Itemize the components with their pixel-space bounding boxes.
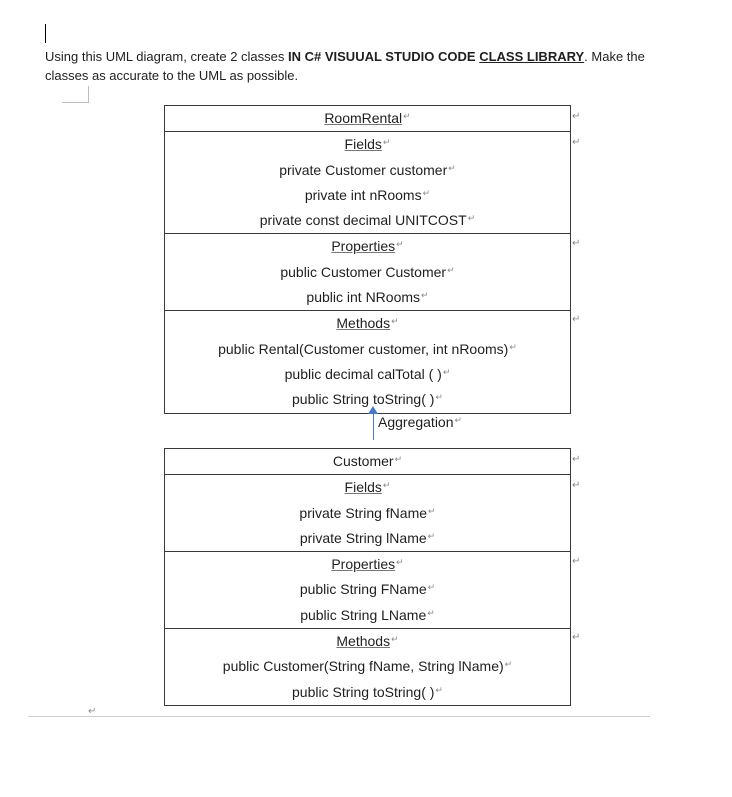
customer-method: public Customer(String fName, String lName) <box>222 658 504 675</box>
roomrental-property: public int NRooms <box>306 289 421 306</box>
roomrental-field: private const decimal UNITCOST <box>259 212 467 229</box>
customer-property: public String FName <box>299 581 427 598</box>
customer-field: private String fName <box>299 504 428 521</box>
prompt-text-2: . Make the classes as accurate to the UML as possible. <box>45 49 645 83</box>
customer-properties-section: Properties↵ public String FName↵ public String LName↵ <box>165 552 570 629</box>
row-end-mark: ↵ <box>572 111 581 122</box>
text-cursor <box>45 24 46 43</box>
customer-fields-section: Fields↵ private String fName↵ private String lName↵ <box>165 475 570 552</box>
prompt-bold-underline-text: CLASS LIBRARY <box>479 49 585 64</box>
roomrental-class-table <box>164 105 571 414</box>
customer-methods-section: Methods↵ public Customer(String fName, String lName)↵ public String toString( )↵ <box>165 629 570 706</box>
row-end-mark: ↵ <box>572 454 581 465</box>
roomrental-method: public String toString( ) <box>292 391 435 408</box>
customer-properties-heading: Properties <box>331 556 396 573</box>
paragraph-mark: ↵ <box>88 706 97 717</box>
roomrental-property: public Customer Customer <box>280 263 447 280</box>
prompt-text-1: Using this UML diagram, create 2 classes <box>45 49 289 64</box>
roomrental-properties-heading: Properties <box>331 238 396 255</box>
roomrental-field: private Customer customer <box>279 161 448 178</box>
aggregation-label: Aggregation↵ <box>378 414 463 430</box>
roomrental-field: private int nRooms <box>304 186 422 203</box>
prompt-bold-text: IN C# VISUUAL STUDIO CODE <box>288 49 480 64</box>
roomrental-methods-heading: Methods <box>336 315 391 332</box>
roomrental-class-name: RoomRental <box>324 110 403 126</box>
roomrental-method: public decimal calTotal ( ) <box>284 365 442 382</box>
customer-name-section: Customer↵ <box>165 449 570 475</box>
assignment-prompt <box>45 47 685 85</box>
roomrental-name-section: RoomRental↵ <box>165 106 570 132</box>
customer-class-table <box>164 448 571 706</box>
roomrental-fields-heading: Fields <box>344 136 382 153</box>
row-end-mark: ↵ <box>572 238 581 249</box>
customer-methods-heading: Methods <box>336 633 391 650</box>
aggregation-connector <box>373 412 374 440</box>
customer-property: public String LName <box>300 606 427 623</box>
customer-class-name: Customer <box>332 453 394 469</box>
roomrental-properties-section: Properties↵ public Customer Customer↵ public int NRooms↵ <box>165 234 570 311</box>
row-end-mark: ↵ <box>572 480 581 491</box>
row-end-mark: ↵ <box>572 632 581 643</box>
row-end-mark: ↵ <box>572 556 581 567</box>
text-boundary-mark <box>62 86 89 103</box>
customer-fields-heading: Fields <box>344 479 382 496</box>
roomrental-fields-section: Fields↵ private Customer customer↵ private int nRooms↵ private const decimal UNITCOST↵ <box>165 132 570 234</box>
customer-field: private String lName <box>299 529 427 546</box>
page-divider <box>28 716 650 717</box>
customer-method: public String toString( ) <box>292 683 435 700</box>
row-end-mark: ↵ <box>572 314 581 325</box>
roomrental-methods-section: Methods↵ public Rental(Customer customer, int nRooms)↵ public decimal calTotal ( )↵ public String toString( )↵ <box>165 311 570 413</box>
row-end-mark: ↵ <box>572 137 581 148</box>
roomrental-method: public Rental(Customer customer, int nRooms) <box>218 340 509 357</box>
